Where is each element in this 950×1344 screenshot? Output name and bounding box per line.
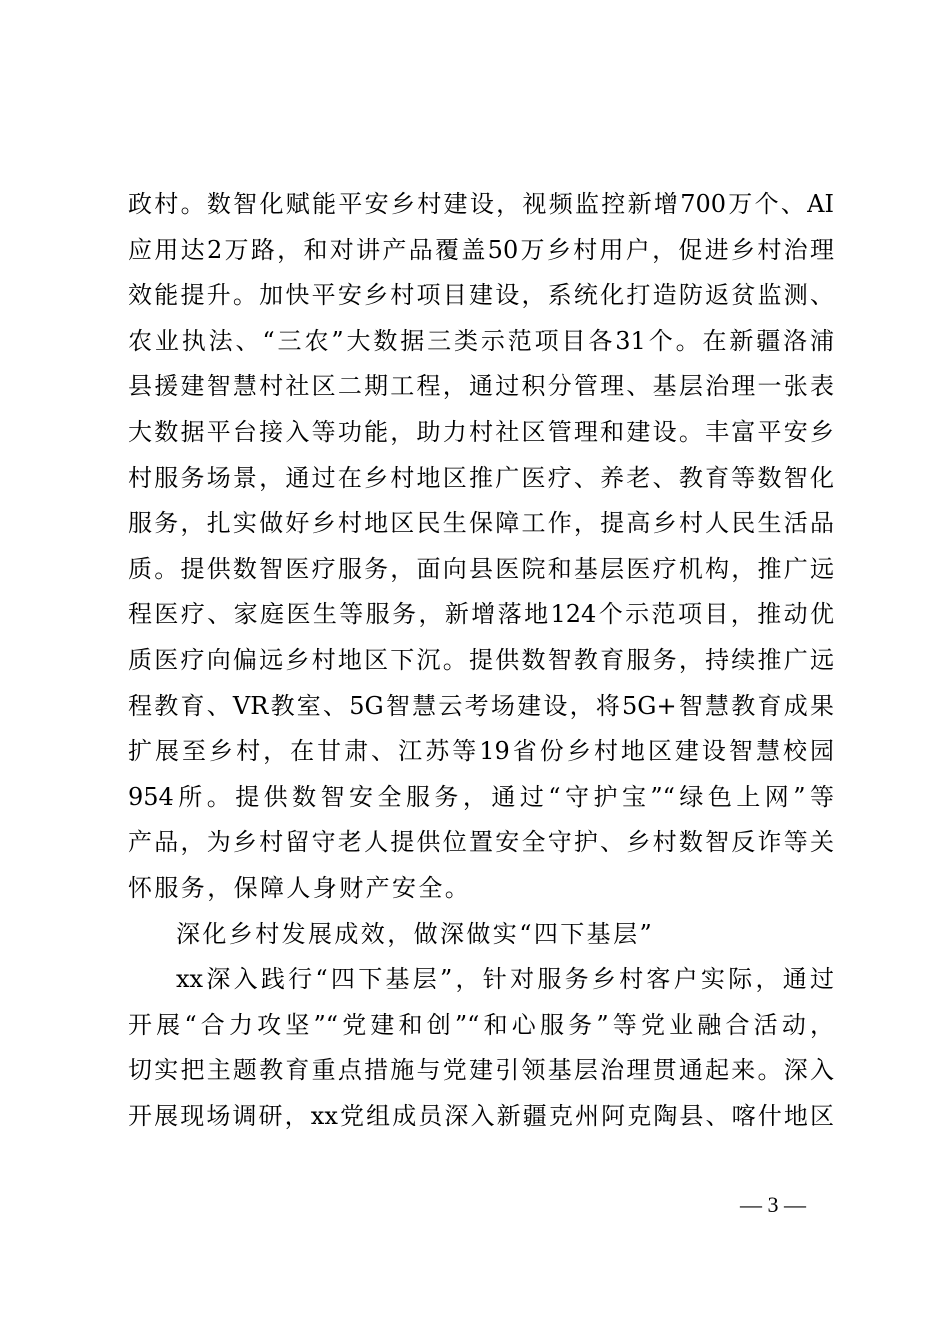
text-line: 程教育、VR教室、5G智慧云考场建设，将5G+智慧教育成果: [128, 691, 834, 720]
body-text: [128, 182, 834, 1139]
text-line: 村服务场景，通过在乡村地区推广医疗、养老、教育等数智化: [128, 463, 834, 492]
section-heading: 深化乡村发展成效，做深做实“四下基层”: [176, 919, 655, 948]
text-line: 农业执法、“三农”大数据三类示范项目各31个。在新疆洛浦: [128, 326, 834, 355]
text-line: 大数据平台接入等功能，助力村社区管理和建设。丰富平安乡: [128, 417, 834, 446]
text-line-paragraph-end: 怀服务，保障人身财产安全。: [128, 873, 472, 902]
text-line: 效能提升。加快平安乡村项目建设，系统化打造防返贫监测、: [128, 281, 834, 310]
text-line: 程医疗、家庭医生等服务，新增落地124个示范项目，推动优: [128, 600, 834, 629]
text-line: 服务，扎实做好乡村地区民生保障工作，提高乡村人民生活品: [128, 509, 834, 538]
text-line: 开展现场调研，xx党组成员深入新疆克州阿克陶县、喀什地区: [128, 1101, 834, 1130]
text-line: 应用达2万路，和对讲产品覆盖50万乡村用户，促进乡村治理: [128, 235, 834, 264]
text-line: 县援建智慧村社区二期工程，通过积分管理、基层治理一张表: [128, 372, 834, 401]
text-line: 质医疗向偏远乡村地区下沉。提供数智教育服务，持续推广远: [128, 645, 834, 674]
text-line: 产品，为乡村留守老人提供位置安全守护、乡村数智反诈等关: [128, 828, 834, 857]
text-line: 切实把主题教育重点措施与党建引领基层治理贯通起来。深入: [128, 1056, 834, 1085]
text-line-paragraph-start: xx深入践行“四下基层”，针对服务乡村客户实际，通过: [176, 965, 834, 994]
page-number: — 3 —: [740, 1192, 806, 1217]
text-line: 政村。数智化赋能平安乡村建设，视频监控新增700万个、AI: [128, 190, 834, 218]
text-line: 954所。提供数智安全服务，通过“守护宝”“绿色上网”等: [128, 782, 834, 811]
text-line: 扩展至乡村，在甘肃、江苏等19省份乡村地区建设智慧校园: [128, 737, 834, 766]
text-line: 质。提供数智医疗服务，面向县医院和基层医疗机构，推广远: [128, 554, 834, 583]
text-line: 开展“合力攻坚”“党建和创”“和心服务”等党业融合活动，: [128, 1010, 834, 1039]
